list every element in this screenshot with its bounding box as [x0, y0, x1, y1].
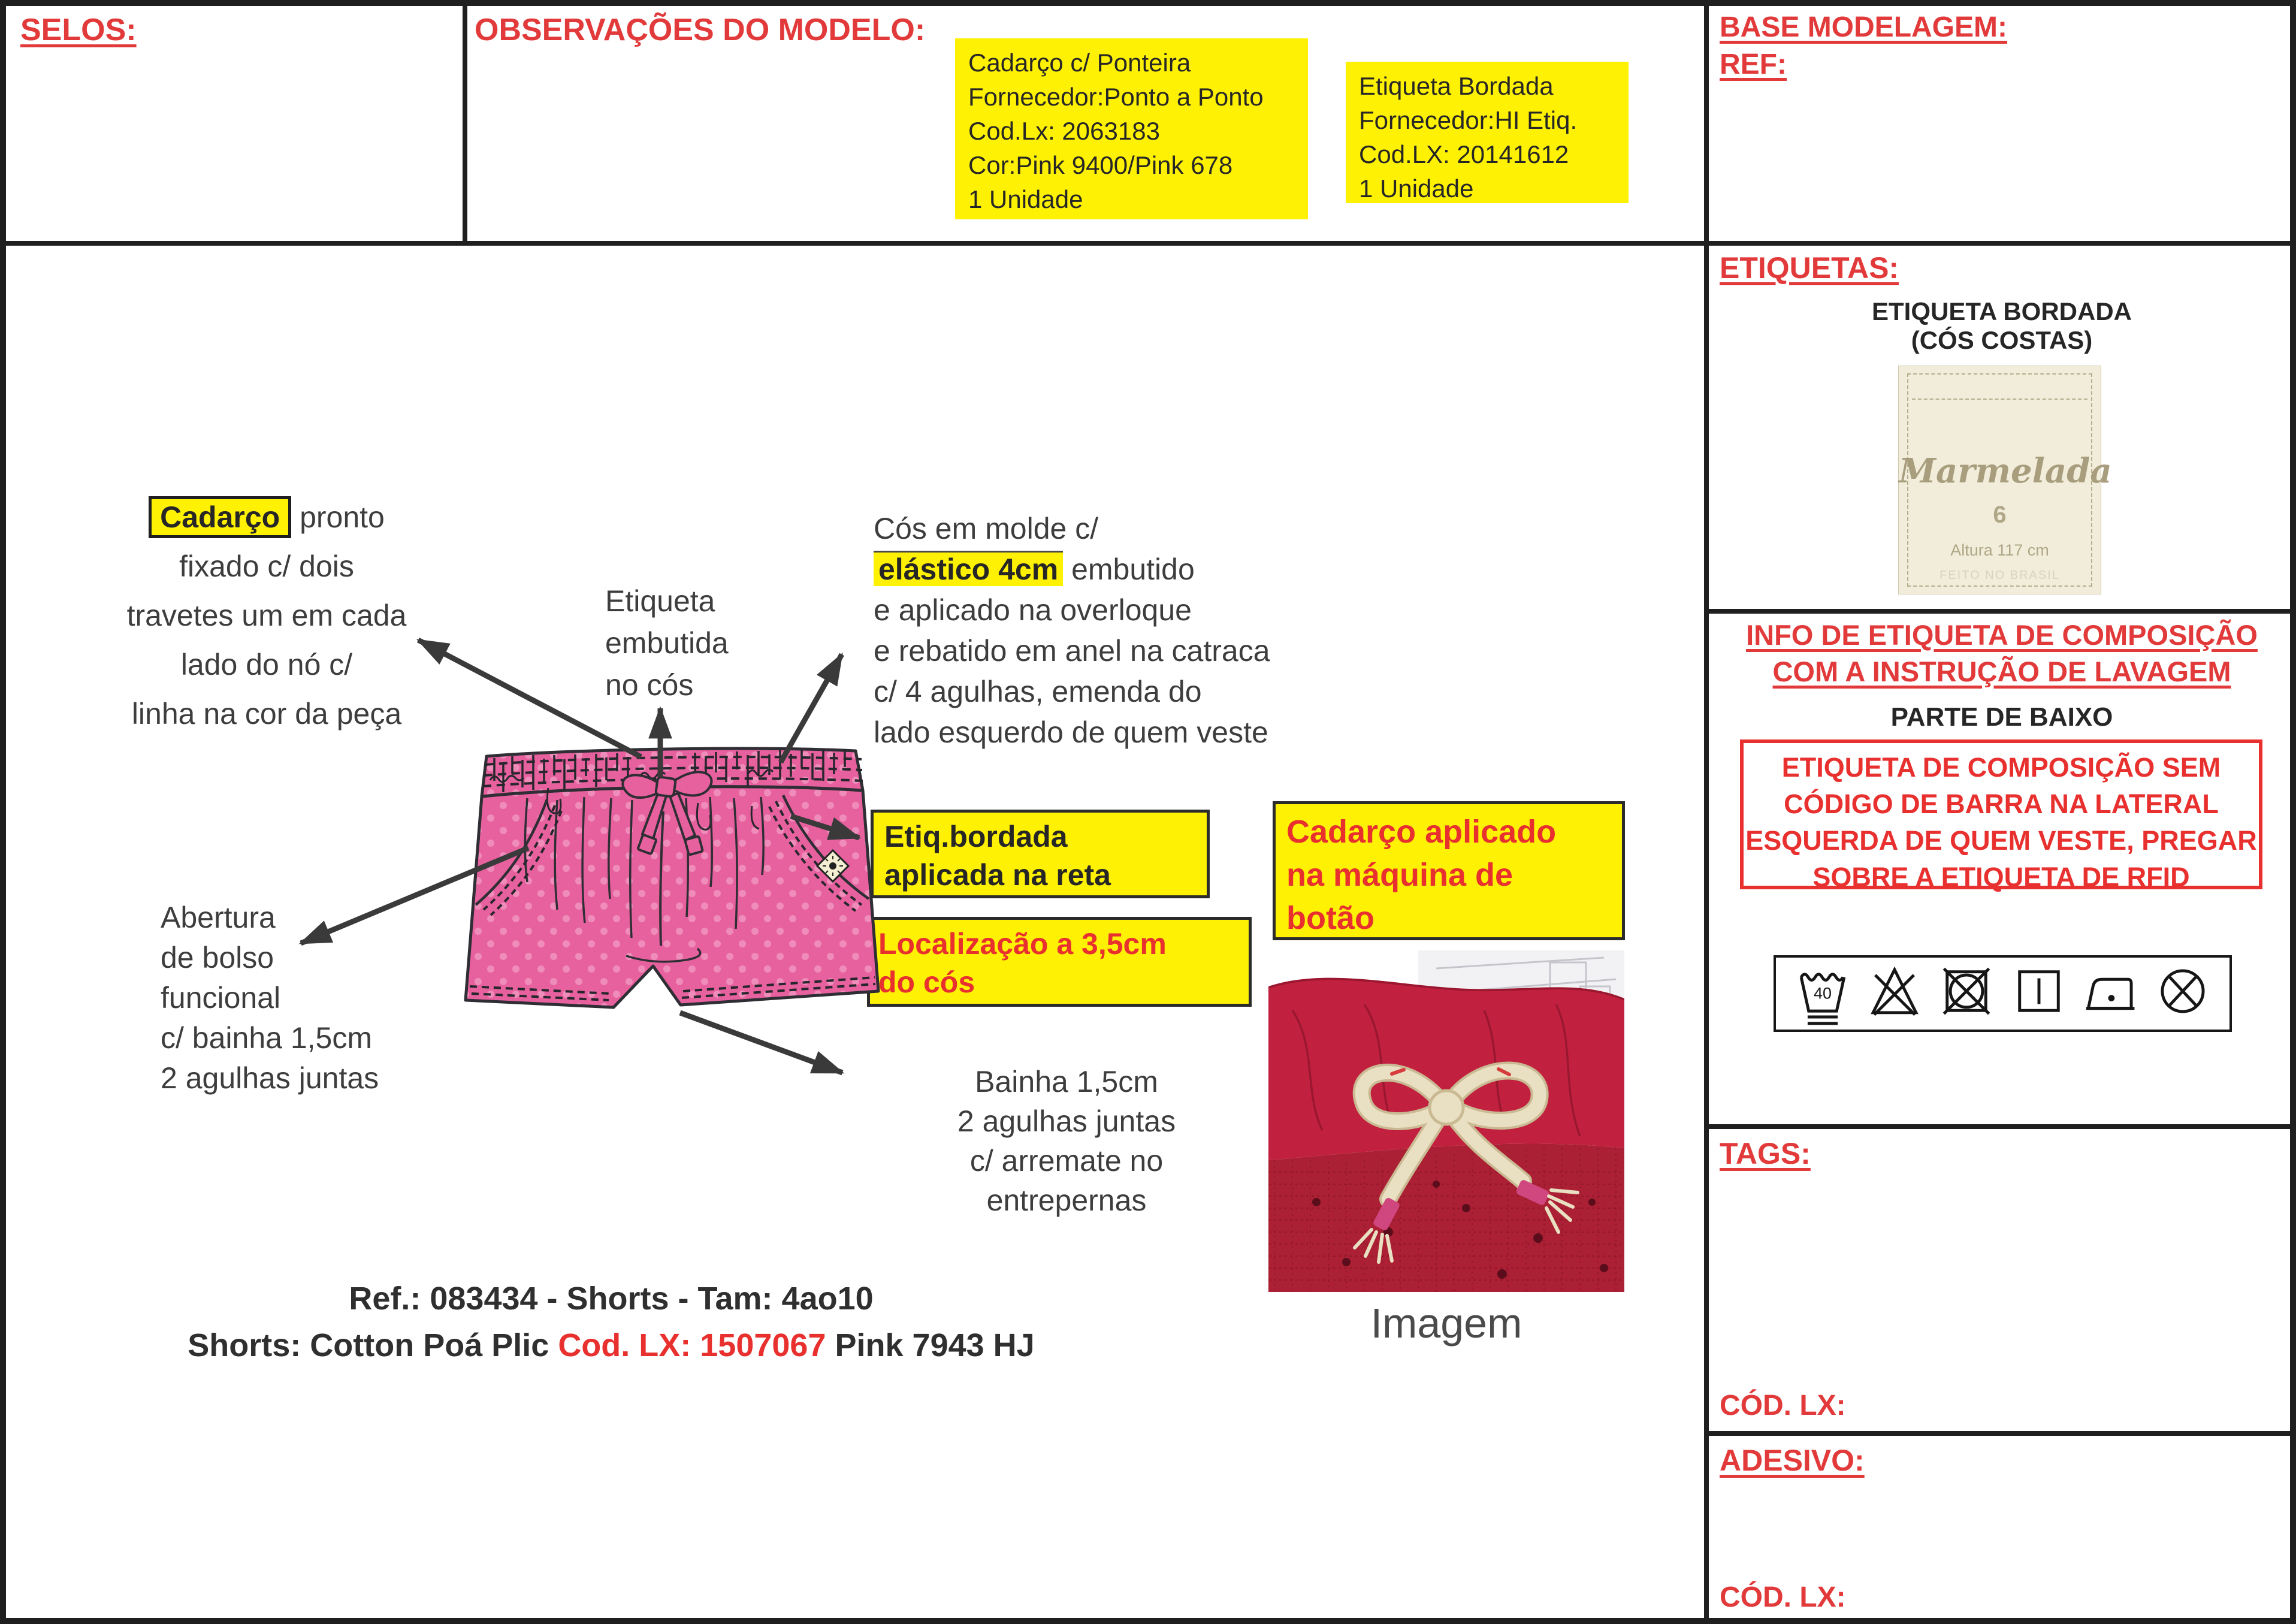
- adesivo-heading: ADESIVO:: [1720, 1444, 1865, 1477]
- callout-cadarco: Cadarço pronto fixado c/ dois travetes um em cada lado do nó c/ linha na cor da peça: [72, 493, 461, 738]
- cod-lx-red: Cod. LX: 1507067: [558, 1327, 826, 1363]
- divider-tags-bottom: [1709, 1431, 2290, 1436]
- adesivo-cod-lx: CÓD. LX:: [1720, 1581, 1846, 1613]
- supplier-note-cadarco: Cadarço c/ Ponteira Fornecedor:Ponto a Ponto Cod.Lx: 2063183 Cor:Pink 9400/Pink 678 1 Unidade: [955, 38, 1308, 219]
- label-brand: Marmelada: [1899, 451, 2112, 491]
- supplier-note-etiqueta: Etiqueta Bordada Fornecedor:HI Etiq. Cod.LX: 20141612 1 Unidade: [1346, 62, 1629, 203]
- localizacao-box: Localização a 3,5cm do cós: [867, 917, 1252, 1007]
- imagem-caption: Imagem: [1370, 1300, 1522, 1347]
- tags-heading: TAGS:: [1720, 1137, 1811, 1170]
- drip-dry-icon: [2010, 960, 2068, 1027]
- elastico-highlight: elástico 4cm: [874, 551, 1063, 586]
- selos-heading: SELOS:: [20, 13, 137, 47]
- drawstring-photo: [1268, 950, 1624, 1292]
- callout-bainha: Bainha 1,5cm 2 agulhas juntas c/ arremate no entrepernas: [957, 1065, 1176, 1217]
- cadarco-highlight: Cadarço: [149, 496, 291, 538]
- observacoes-heading: OBSERVAÇÕES DO MODELO:: [475, 13, 926, 47]
- iron-low-heat-icon: [2082, 960, 2140, 1027]
- divider-right-column: [1704, 6, 1709, 1618]
- etiquetas-heading: ETIQUETAS:: [1720, 251, 1899, 285]
- label-origin: FEITO NO BRASIL: [1939, 569, 2060, 582]
- cadarco-maquina-box: Cadarço aplicado na máquina de botão: [1273, 801, 1625, 940]
- composicao-warning-box: ETIQUETA DE COMPOSIÇÃO SEM CÓDIGO DE BARRA NA LATERAL ESQUERDA DE QUEM VESTE, PREGAR SOBRE A ETIQUETA DE RFID: [1740, 739, 2262, 889]
- embroidered-label-preview: [1898, 366, 2112, 594]
- shorts-technical-drawing: [449, 719, 893, 1043]
- do-not-dry-clean-icon: [2154, 960, 2212, 1027]
- do-not-bleach-icon: [1866, 960, 1923, 1027]
- callout-etiqueta-embutida: Etiqueta embutida no cós: [605, 584, 729, 702]
- ref-heading: REF:: [1720, 49, 1787, 80]
- care-symbols-strip: [1774, 955, 2232, 1032]
- do-not-tumble-dry-icon: [1938, 960, 1995, 1027]
- callout-cos: Cós em molde c/ elástico 4cm embutido e aplicado na overloque e rebatido em anel na catraca c/ 4 agulhas, emenda do lado esquerdo de quem veste: [874, 512, 1270, 749]
- etiq-bordada-box: Etiq.bordada aplicada na reta: [871, 810, 1210, 898]
- tags-cod-lx: CÓD. LX:: [1720, 1390, 1846, 1421]
- divider-top-row: [6, 241, 2290, 246]
- desc-line: Shorts: Cotton Poá Plic Cod. LX: 1507067 Pink 7943 HJ: [188, 1327, 1035, 1363]
- svg-text:40: 40: [1814, 984, 1832, 1003]
- divider-etiquetas-bottom: [1709, 609, 2290, 614]
- base-modelagem-heading: BASE MODELAGEM:: [1720, 11, 2007, 43]
- info-lavagem-title: INFO DE ETIQUETA DE COMPOSIÇÃO COM A INSTRUÇÃO DE LAVAGEM: [1746, 619, 2258, 687]
- parte-de-baixo-subtitle: PARTE DE BAIXO: [1890, 702, 2113, 732]
- wash-40-icon: [1794, 960, 1851, 1027]
- divider-info-bottom: [1709, 1124, 2290, 1129]
- label-fold-line: [1912, 399, 2087, 400]
- etiqueta-bordada-title: ETIQUETA BORDADA (CÓS COSTAS): [1872, 297, 2132, 354]
- label-height: Altura 117 cm: [1950, 541, 2049, 559]
- label-size: 6: [1993, 502, 2007, 528]
- callout-abertura: Abertura de bolso funcional c/ bainha 1,5cm 2 agulhas juntas: [161, 901, 379, 1095]
- footer-reference: [126, 1275, 1096, 1369]
- ref-line: Ref.: 083434 - Shorts - Tam: 4ao10: [349, 1281, 874, 1317]
- divider-top-left-cell: [463, 6, 467, 241]
